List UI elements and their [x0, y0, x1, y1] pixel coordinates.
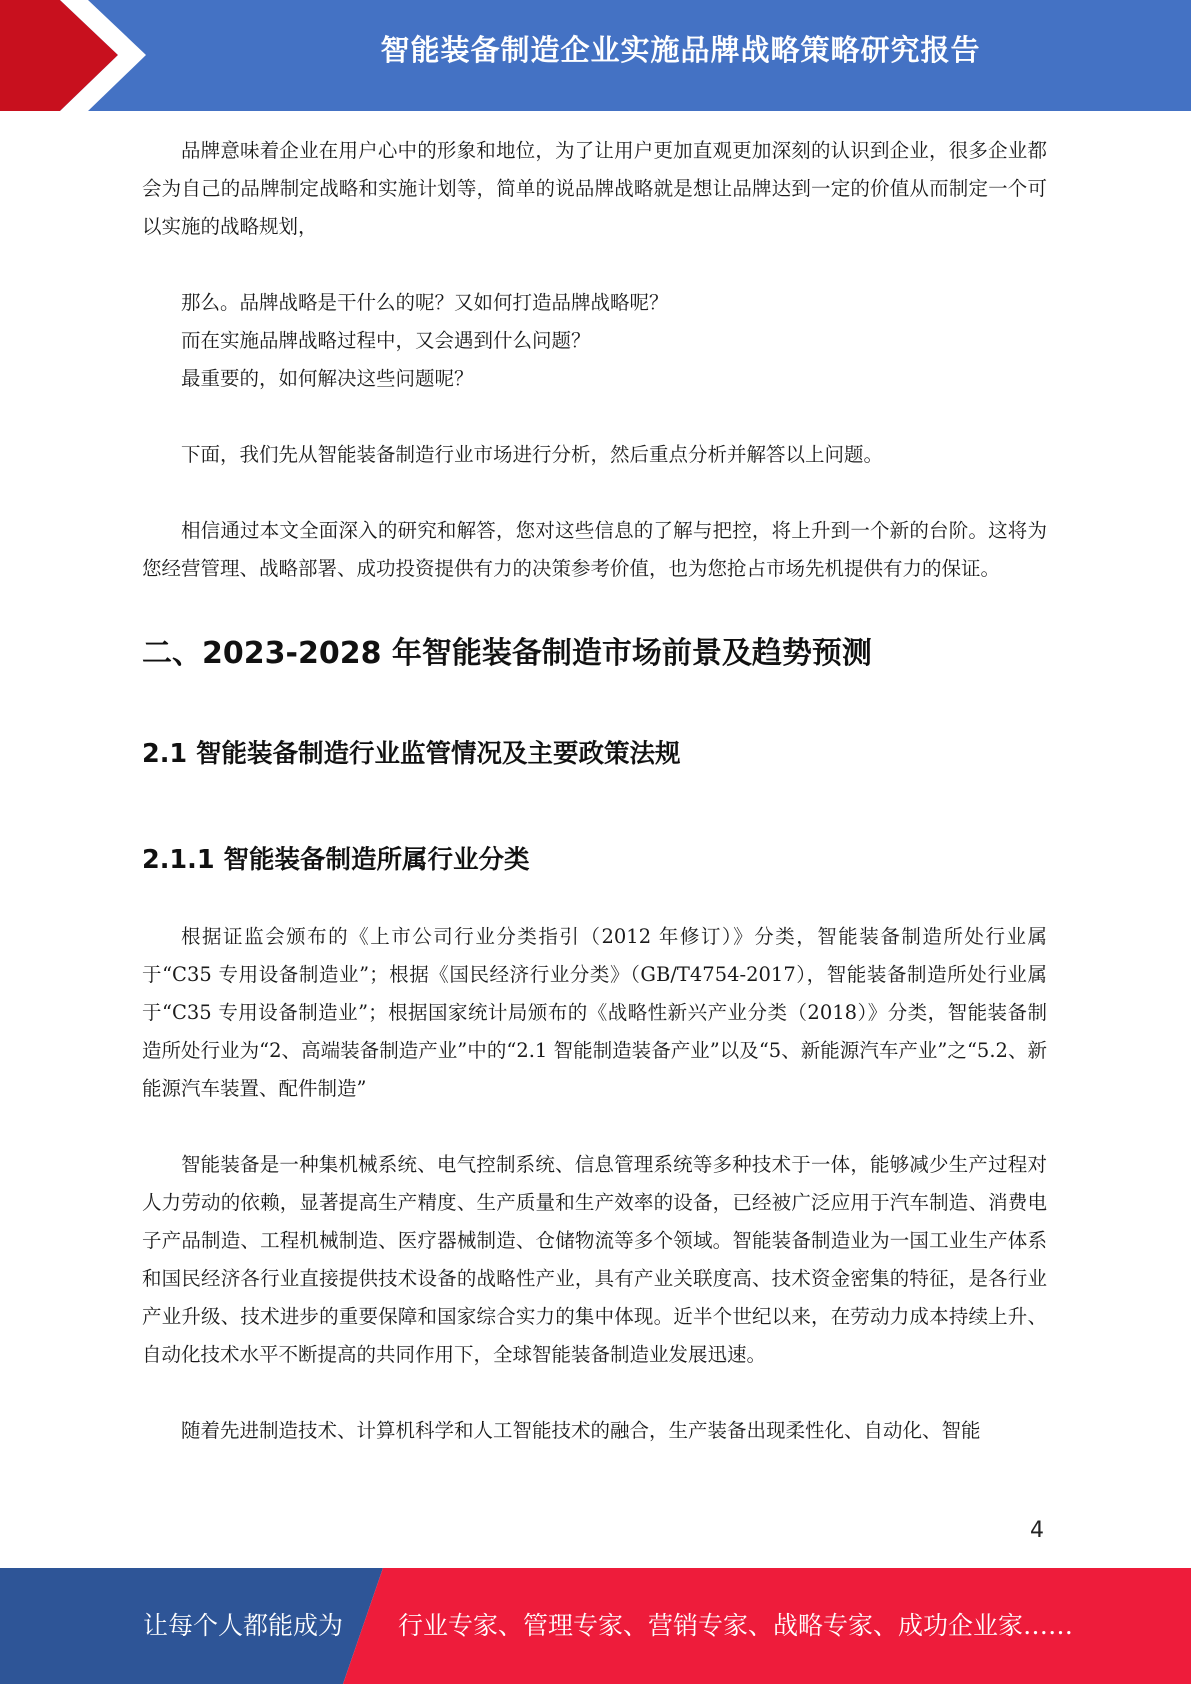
subsection-heading: 2.1 智能装备制造行业监管情况及主要政策法规: [142, 739, 681, 769]
section-heading: 二、2023-2028 年智能装备制造市场前景及趋势预测: [142, 636, 872, 671]
body-paragraph: 随着先进制造技术、计算机科学和人工智能技术的融合，生产装备出现柔性化、自动化、智能: [181, 1419, 981, 1442]
subsubsection-heading: 2.1.1 智能装备制造所属行业分类: [142, 845, 530, 875]
intro-question: 最重要的，如何解决这些问题呢？: [181, 367, 474, 390]
intro-paragraph: 品牌意味着企业在用户心中的形象和地位，为了让用户更加直观更加深刻的认识到企业，很多企业都会为自己的品牌制定战略和实施计划等，简单的说品牌战略就是想让品牌达到一定的价值从而制定一个可以实施的战略规划，: [142, 139, 1047, 238]
document-body: [142, 132, 1047, 1450]
footer-slogan-left: 让每个人都能成为: [143, 1611, 344, 1640]
intro-paragraph: 下面，我们先从智能装备制造行业市场进行分析，然后重点分析并解答以上问题。: [181, 443, 884, 466]
intro-paragraph: 相信通过本文全面深入的研究和解答，您对这些信息的了解与把控，将上升到一个新的台阶。这将为您经营管理、战略部署、成功投资提供有力的决策参考价值，也为您抢占市场先机提供有力的保证。: [142, 519, 1047, 580]
body-paragraph: 智能装备是一种集机械系统、电气控制系统、信息管理系统等多种技术于一体，能够减少生产过程对人力劳动的依赖，显著提高生产精度、生产质量和生产效率的设备，已经被广泛应用于汽车制造、消费电子产品制造、工程机械制造、医疗器械制造、仓储物流等多个领域。智能装备制造业为一国工业生产体系和国民经济各行业直接提供技术设备的战略性产业，具有产业关联度高、技术资金密集的特征，是各行业产业升级、技术进步的重要保障和国家综合实力的集中体现。近半个世纪以来，在劳动力成本持续上升、自动化技术水平不断提高的共同作用下，全球智能装备制造业发展迅速。: [142, 1153, 1047, 1366]
intro-question: 那么。品牌战略是干什么的呢？又如何打造品牌战略呢？: [181, 291, 669, 314]
body-paragraph: 根据证监会颁布的《上市公司行业分类指引（2012 年修订）》分类，智能装备制造所处行业属于“C35 专用设备制造业”；根据《国民经济行业分类》（GB/T4754-2017），智能装备制造所处行业属于“C35 专用设备制造业”；根据国家统计局颁布的《战略性新兴产业分类（2018）》分类，智能装备制造所处行业为“2、高端装备制造产业”中的“2.1 智能制造装备产业”以及“5、新能源汽车产业”之“5.2、新能源汽车装置、配件制造”: [142, 925, 1047, 1100]
intro-question: 而在实施品牌战略过程中，又会遇到什么问题？: [181, 329, 591, 352]
header-banner: [0, 0, 1191, 111]
footer-slogan-right: 行业专家、管理专家、营销专家、战略专家、成功企业家……: [398, 1611, 1074, 1640]
footer-banner: [0, 1568, 1191, 1684]
page-number: 4: [1030, 1518, 1044, 1543]
document-title: 智能装备制造企业实施品牌战略策略研究报告: [380, 33, 981, 67]
